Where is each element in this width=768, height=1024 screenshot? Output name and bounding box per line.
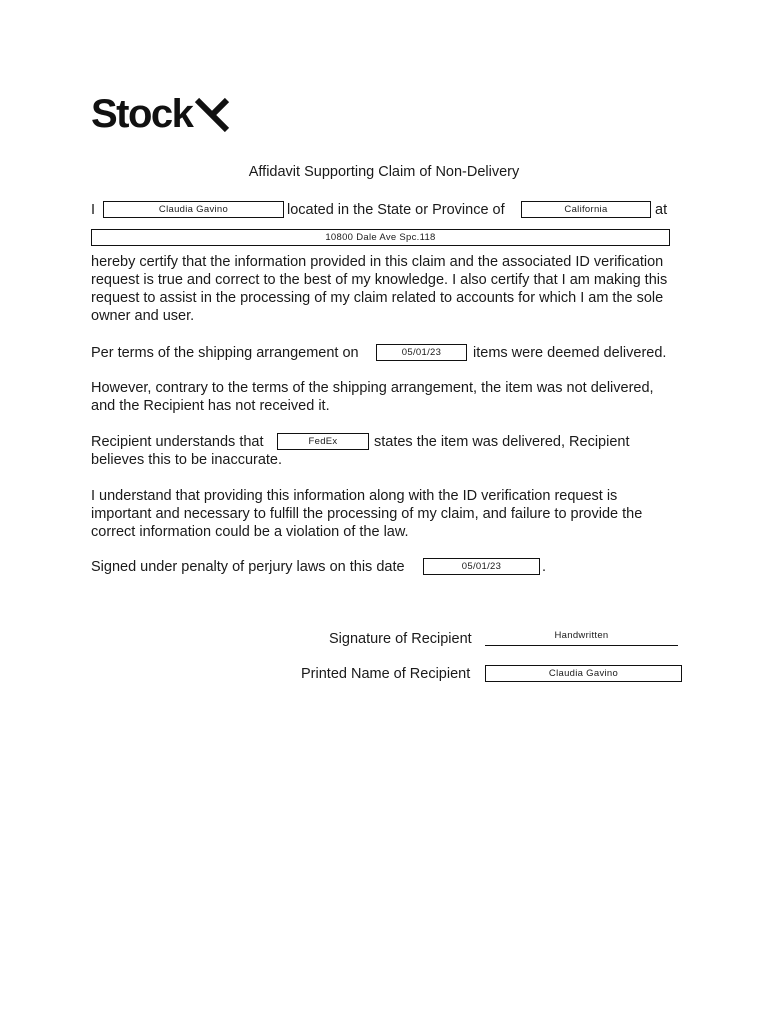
intro-prefix: I xyxy=(91,202,96,218)
signature-label: Signature of Recipient xyxy=(329,631,472,647)
signature-line[interactable] xyxy=(485,630,678,646)
brand-wordmark: Stock xyxy=(91,92,193,136)
printed-name-label: Printed Name of Recipient xyxy=(301,666,471,682)
printed-name-field[interactable]: Claudia Gavino xyxy=(485,665,682,682)
understand-paragraph: I understand that providing this information along with the ID verification request is important and necessary to fulfill the processing of my claim, and failure to provide the correct information could be a violation of the law. xyxy=(91,488,643,540)
signature-value: Handwritten xyxy=(554,630,609,641)
carrier-field[interactable]: FedEx xyxy=(277,433,369,450)
stockx-logo xyxy=(91,92,231,136)
signed-suffix: . xyxy=(542,559,547,575)
signed-prefix: Signed under penalty of perjury laws on this date xyxy=(91,559,405,575)
intro-located-text: located in the State or Province of xyxy=(287,202,505,218)
x-mark-icon xyxy=(193,92,231,132)
document-title: Affidavit Supporting Claim of Non-Delivery xyxy=(248,164,520,180)
intro-at-text: at xyxy=(655,202,668,218)
shipping-prefix: Per terms of the shipping arrangement on xyxy=(91,345,359,361)
state-field[interactable]: California xyxy=(521,201,651,218)
carrier-suffix: states the item was delivered, Recipient xyxy=(374,434,630,450)
address-field[interactable]: 10800 Dale Ave Spc.118 xyxy=(91,229,670,246)
delivery-date-field[interactable]: 05/01/23 xyxy=(376,344,467,361)
name-field[interactable]: Claudia Gavino xyxy=(103,201,284,218)
certify-paragraph: hereby certify that the information provided in this claim and the associated ID verification request is true and correct to the best of my knowledge. I also certify that I am making this request to assist in the processing of my claim related to accounts for which I am the sole owner and user. xyxy=(91,254,668,324)
carrier-line2: believes this to be inaccurate. xyxy=(91,452,283,468)
however-paragraph: However, contrary to the terms of the shipping arrangement, the item was not delivered, and the Recipient has not received it. xyxy=(91,380,654,414)
carrier-prefix: Recipient understands that xyxy=(91,434,264,450)
shipping-suffix: items were deemed delivered. xyxy=(473,345,667,361)
signed-date-field[interactable]: 05/01/23 xyxy=(423,558,540,575)
